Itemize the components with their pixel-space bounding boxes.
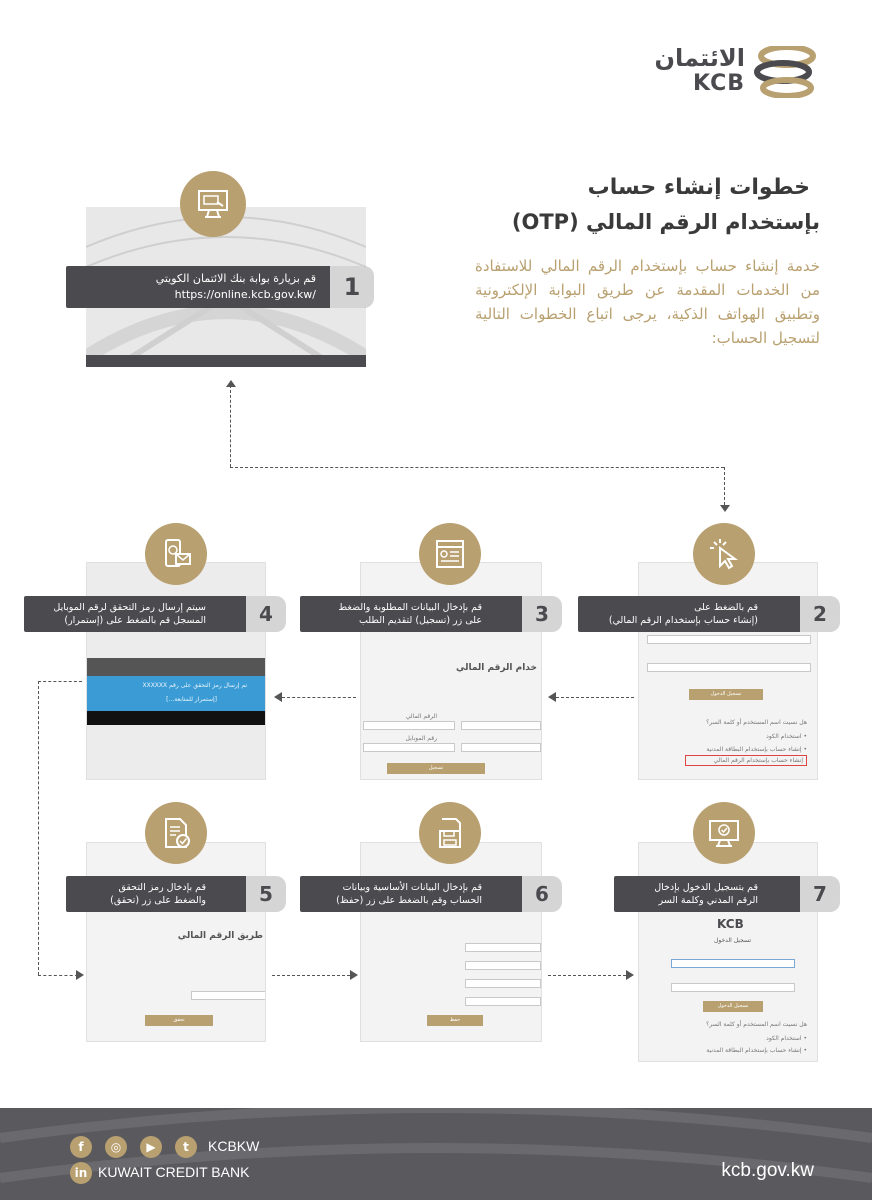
step-5-banner	[66, 876, 256, 912]
linkedin-icon[interactable]: in	[70, 1162, 92, 1184]
step-7-screenshot: KCB تسجيل الدخول تسجيل الدخول هل نسيت اسم المستخدم أو كلمة السر؟ • استخدام الكود • إنشاء حساب بإستخدام البطاقة المدنية	[638, 842, 818, 1062]
step-2-number: 2	[800, 596, 840, 632]
step-7-banner	[614, 876, 808, 912]
step-3-text-line2: على زر (تسجيل) لتقديم الطلب	[358, 615, 482, 626]
footer	[0, 1108, 872, 1200]
step-3-screenshot: خدام الرقم المالي الرقم المالي رقم الموبايل تسجيل	[360, 562, 542, 780]
mock-verify-button: تحقق	[145, 1015, 213, 1026]
step-1-text: قم بزيارة بوابة بنك الائتمان الكويتي	[155, 272, 316, 285]
mock-heading: خدام الرقم المالي	[455, 663, 537, 673]
step-4-number: 4	[246, 596, 286, 632]
connector-arrow	[274, 692, 282, 702]
step-7-text-line1: قم بتسجيل الدخول بإدخال	[654, 882, 758, 893]
step-7-icon-circle	[693, 802, 755, 864]
cursor-click-icon	[706, 536, 742, 572]
step-4-banner	[24, 596, 256, 632]
form-document-icon	[432, 536, 468, 572]
step-6-screenshot	[360, 842, 542, 1042]
connector-arrow	[626, 970, 634, 980]
step-2-screenshot: تسجيل الدخول هل نسيت اسم المستخدم أو كلمة السر؟ • استخدام الكود • إنشاء حساب بإستخدام البطاقة المدنية إنشاء حساب بإستخدام الرقم المالي	[638, 562, 818, 780]
connector-line	[230, 385, 231, 467]
connector-line	[282, 697, 356, 698]
kcb-logo	[650, 44, 825, 100]
youtube-icon[interactable]: ▶	[140, 1136, 162, 1158]
connector-arrow	[350, 970, 358, 980]
instagram-icon[interactable]: ◎	[105, 1136, 127, 1158]
intro-paragraph: خدمة إنشاء حساب بإستخدام الرقم المالي للاستفادة من الخدمات المقدمة عن طريق البوابة الإلكترونية وتطبيق الهواتف الذكية، يرجى اتباع الخطوات التالية لتسجيل الحساب:	[475, 257, 820, 347]
step-5-text-line2: والضغط على زر (تحقق)	[110, 895, 206, 906]
website-link[interactable]: kcb.gov.kw	[721, 1160, 814, 1181]
step-6-number: 6	[522, 876, 562, 912]
step-5-number: 5	[246, 876, 286, 912]
connector-line	[548, 975, 626, 976]
step-3-icon-circle	[419, 523, 481, 585]
connector-arrow	[548, 692, 556, 702]
save-document-icon	[432, 815, 468, 851]
facebook-icon[interactable]: f	[70, 1136, 92, 1158]
connector-arrow	[226, 380, 236, 387]
connector-line	[272, 975, 350, 976]
step-2-icon-circle	[693, 523, 755, 585]
step-6-text-line2: الحساب وقم بالضغط على زر (حفظ)	[336, 895, 482, 906]
step-1-icon-circle	[180, 171, 246, 237]
step-4-screenshot: تم إرسال رمز التحقق على رقم XXXXXX [إستمرار للمتابعة...]	[86, 562, 266, 780]
mock-option-financial: إنشاء حساب بإستخدام الرقم المالي	[685, 755, 807, 766]
step-5-text-line1: قم بإدخال رمز التحقق	[118, 882, 206, 893]
step-5-screenshot	[86, 842, 266, 1042]
step-1-banner	[66, 266, 366, 308]
step-2-text-line1: قم بالضغط على	[694, 602, 758, 613]
mock-heading-verify: طريق الرقم المالي	[177, 931, 263, 941]
mock-login-button: تسجيل الدخول	[689, 689, 763, 700]
connector-arrow	[76, 970, 84, 980]
step-1-number: 1	[330, 266, 374, 308]
step-6-banner	[300, 876, 532, 912]
step-4-text-line1: سيتم إرسال رمز التحقق لرقم الموبايل	[53, 602, 206, 613]
connector-arrow	[720, 505, 730, 512]
step-3-banner	[300, 596, 532, 632]
computer-screen-icon	[195, 186, 231, 222]
connector-line	[230, 467, 724, 468]
step-2-text-line2: (إنشاء حساب بإستخدام الرقم المالي)	[608, 615, 758, 626]
twitter-icon[interactable]: t	[175, 1136, 197, 1158]
step-4-icon-circle	[145, 523, 207, 585]
mock-register-button: تسجيل	[387, 763, 485, 774]
step-3-text-line1: قم بإدخال البيانات المطلوبة والضغط	[338, 602, 482, 613]
connector-line	[556, 697, 634, 698]
step-7-number: 7	[800, 876, 840, 912]
page-subtitle: بإستخدام الرقم المالي (OTP)	[511, 210, 820, 234]
footer-pattern-image	[0, 1108, 872, 1200]
step-4-text-line2: المسجل قم بالضغط على (إستمرار)	[64, 615, 206, 626]
logo-latin-text: KCB	[693, 71, 745, 96]
connector-line	[38, 681, 82, 682]
document-check-icon	[158, 815, 194, 851]
connector-line	[38, 681, 39, 975]
step-7-text-line2: الرقم المدني وكلمة السر	[658, 895, 758, 906]
connector-line	[724, 467, 725, 505]
step-6-icon-circle	[419, 802, 481, 864]
step-2-banner	[578, 596, 808, 632]
mobile-message-icon	[158, 536, 194, 572]
step-1-url[interactable]: https://online.kcb.gov.kw/	[174, 288, 316, 301]
mock-save-button: حفظ	[427, 1015, 483, 1026]
logo-arabic-text: الائتمان	[654, 44, 745, 72]
step-6-text-line1: قم بإدخال البيانات الأساسية وبيانات	[342, 882, 482, 893]
logo-coins-icon	[753, 46, 817, 98]
login-monitor-icon	[706, 815, 742, 851]
step-3-number: 3	[522, 596, 562, 632]
mock-kcb-logo: KCB	[717, 917, 744, 931]
connector-line	[38, 975, 78, 976]
step-5-icon-circle	[145, 802, 207, 864]
page-title: خطوات إنشاء حساب	[587, 175, 810, 200]
bank-name: KUWAIT CREDIT BANK	[98, 1164, 250, 1180]
social-handle: KCBKW	[208, 1138, 260, 1154]
